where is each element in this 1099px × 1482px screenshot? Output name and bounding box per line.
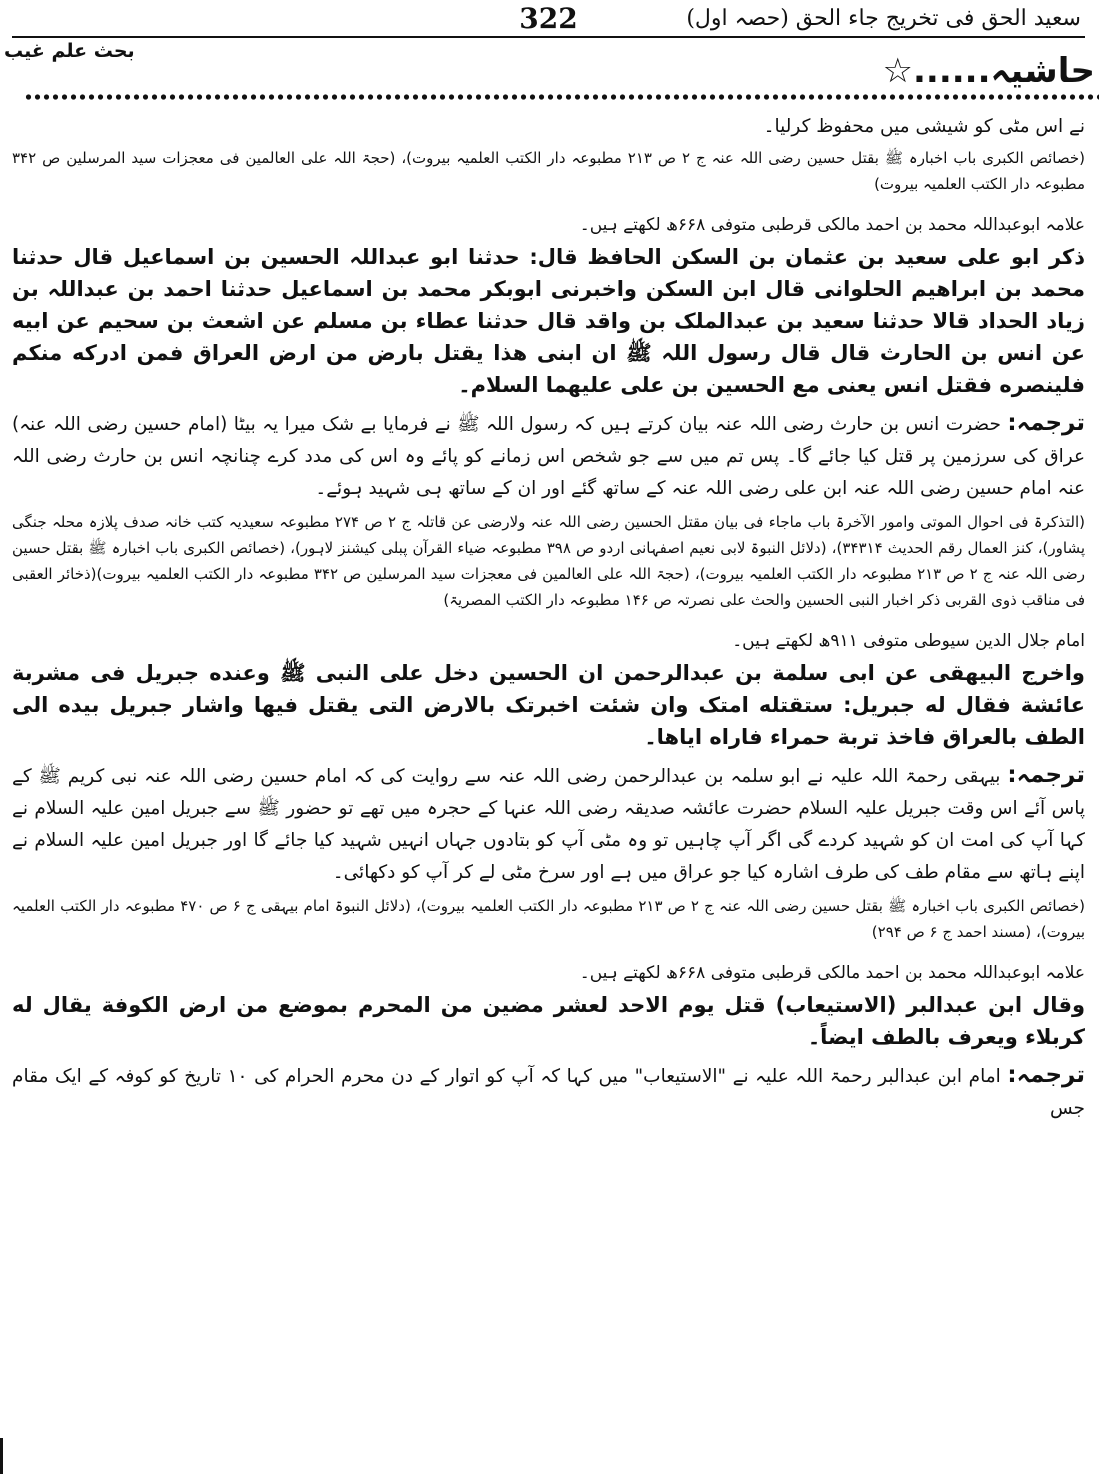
block-text: (خصائص الکبری باب اخبارہ ﷺ بقتل حسین رضی اللہ عنہ ج ۲ ص ۲۱۳ مطبوعہ دار الکتب العلمیہ بیروت)، (حجۃ اللہ علی العالمین فی معجزات سید المرسلین ص ۳۴۲ مطبوعہ دار الکتب العلمیہ بیروت): [12, 149, 1085, 193]
reference-note: [12, 893, 1085, 945]
quote-intro: [12, 627, 1085, 655]
arabic-quote: [12, 989, 1085, 1053]
translation-label: ترجمہ:: [1007, 1062, 1085, 1088]
quote-intro: [12, 211, 1085, 239]
page-header: [12, 0, 1085, 38]
translation-paragraph: [12, 759, 1085, 889]
arabic-quote: [12, 241, 1085, 401]
book-title: سعید الحق فی تخریج جاء الحق (حصہ اول): [686, 6, 1081, 31]
reference-note: [12, 145, 1085, 197]
header-rule: [12, 36, 1085, 38]
translation-label: ترجمہ:: [1007, 762, 1085, 788]
arabic-quote: [12, 657, 1085, 753]
page-content: [12, 112, 1085, 1125]
block-text: بیہقی رحمۃ اللہ علیہ نے ابو سلمہ بن عبدالرحمن رضی اللہ عنہ سے روایت کی کہ امام حسین رضی اللہ عنہ نبی کریم ﷺ کے پاس آئے اس وقت جبریل علیہ السلام حضرت عائشہ صدیقہ رضی اللہ عنہا کے حجرہ میں تھے تو حضور ﷺ سے جبریل امین علیہ السلام نے کہا آپ کی امت ان کو شہید کردے گی اگر آپ چاہیں تو وہ مٹی آپ کو بتادوں جہاں انہیں شہید کیا جائے گا اور جبریل امین علیہ السلام نے اپنے ہاتھ سے مقام طف کی طرف اشارہ کیا جو عراق میں ہے اور سرخ مٹی لے کر آپ کو دکھائی۔: [12, 766, 1085, 883]
block-text: حضرت انس بن حارث رضی اللہ عنہ بیان کرتے ہیں کہ رسول اللہ ﷺ نے فرمایا بے شک میرا یہ بیٹا (امام حسین رضی اللہ عنہ) عراق کی سرزمین پر قتل کیا جائے گا۔ پس تم میں سے جو شخص اس زمانے کو پائے وہ اس کی مدد کرے چنانچہ انس بن حارث رضی اللہ عنہ امام حسین رضی اللہ عنہ ابن علی رضی اللہ عنہ کے ساتھ گئے اور ان کے ساتھ ہی شہید ہوئے۔: [12, 414, 1085, 499]
block-text: (التذکرۃ فی احوال الموتی وامور الآخرۃ باب ماجاء فی بیان مقتل الحسین رضی اللہ عنہ ولارضی عن قاتلہ ج ۲ ص ۲۷۴ مطبوعہ سعیدیہ کتب خانہ صدف پلازہ محلہ جنگی پشاور)، کنز العمال رقم الحدیث ۳۴۳۱۴)، (دلائل النبوۃ لابی نعیم اصفہانی اردو ص ۳۹۸ مطبوعہ ضیاء القرآن پبلی کیشنز لاہور)، (خصائص الکبری باب اخبارہ ﷺ بقتل حسین رضی اللہ عنہ ج ۲ ص ۲۱۳ مطبوعہ دار الکتب العلمیہ بیروت)، (حجۃ اللہ علی العالمین فی معجزات سید المرسلین ص ۳۴۲ مطبوعہ دار الکتب العلمیہ بیروت)(ذخائر العقبی فی مناقب ذوی القربی ذکر اخبار النبی الحسین والحث علی نصرتہ ص ۱۴۶ مطبوعہ دار الکتب المصریۃ): [12, 513, 1086, 609]
block-text: ذکر ابو علی سعید بن عثمان بن السکن الحافظ قال: حدثنا ابو عبداللہ الحسین بن اسماعیل قال حدثنا محمد بن ابراهیم الحلوانی قال ابن السکن واخبرنی ابوبکر محمد بن اسماعیل حدثنا احمد بن عبداللہ بن زیاد الحداد قالا حدثنا سعید بن عبدالملک بن واقد قال حدثنا عطاء بن مسلم عن اشعث بن سحیم عن ابیه عن انس بن الحارث قال قال رسول اللہ ﷺ ان ابنی هذا یقتل بارض من ارض العراق فمن ادرکه منکم فلینصره فقتل انس یعنی مع الحسین بن علی علیهما السلام۔: [12, 245, 1085, 397]
translation-label: ترجمہ:: [1007, 410, 1086, 436]
margin-mark: [0, 1438, 3, 1474]
block-text: امام جلال الدین سیوطی متوفی ۹۱۱ھ لکھتے ہیں۔: [732, 631, 1085, 651]
topic-label: بحث علم غیب: [4, 40, 135, 62]
block-text: علامہ ابوعبداللہ محمد بن احمد مالکی قرطبی متوفی ۶۶۸ھ لکھتے ہیں۔: [579, 215, 1085, 235]
block-text: وقال ابن عبدالبر (الاستیعاب) قتل یوم الاحد لعشر مضین من المحرم بموضع من ارض الکوفة یقال له کربلاء ویعرف بالطف ایضاً۔: [12, 993, 1085, 1049]
urdu-paragraph: [12, 112, 1085, 141]
page-number: 322: [519, 2, 578, 35]
dotted-divider: [0, 94, 1099, 100]
dotted-divider-graphic: [24, 94, 1099, 100]
reference-note: [12, 509, 1085, 613]
translation-paragraph: [12, 407, 1085, 505]
block-text: (خصائص الکبری باب اخبارہ ﷺ بقتل حسین رضی اللہ عنہ ج ۲ ص ۲۱۳ مطبوعہ دار الکتب العلمیہ بیروت)، (دلائل النبوۃ امام بیہقی ج ۶ ص ۴۷۰ مطبوعہ دار الکتب العلمیہ بیروت)، (مسند احمد ج ۶ ص ۲۹۴): [12, 897, 1086, 941]
block-text: علامہ ابوعبداللہ محمد بن احمد مالکی قرطبی متوفی ۶۶۸ھ لکھتے ہیں۔: [579, 963, 1085, 983]
block-text: نے اس مٹی کو شیشی میں محفوظ کرلیا۔: [763, 116, 1085, 137]
block-text: واخرج البیهقی عن ابی سلمة بن عبدالرحمن ان الحسین دخل علی النبی ﷺ وعنده جبریل فی مشربة عائشة فقال له جبریل: ستقتله امتک وان شئت اخبرتک بالارض التی یقتل فیها واشار جبریل بیده الی الطف بالعراق فاخذ تربة حمراء فاراه ایاها۔: [12, 661, 1085, 749]
translation-paragraph: [12, 1059, 1085, 1125]
block-text: امام ابن عبدالبر رحمۃ اللہ علیہ نے "الاستیعاب" میں کہا کہ آپ کو اتوار کے دن محرم الحرام کی ۱۰ تاریخ کو کوفہ کے ایک مقام جس: [12, 1066, 1085, 1119]
quote-intro: [12, 959, 1085, 987]
section-heading: حاشیہ......☆: [882, 51, 1095, 91]
